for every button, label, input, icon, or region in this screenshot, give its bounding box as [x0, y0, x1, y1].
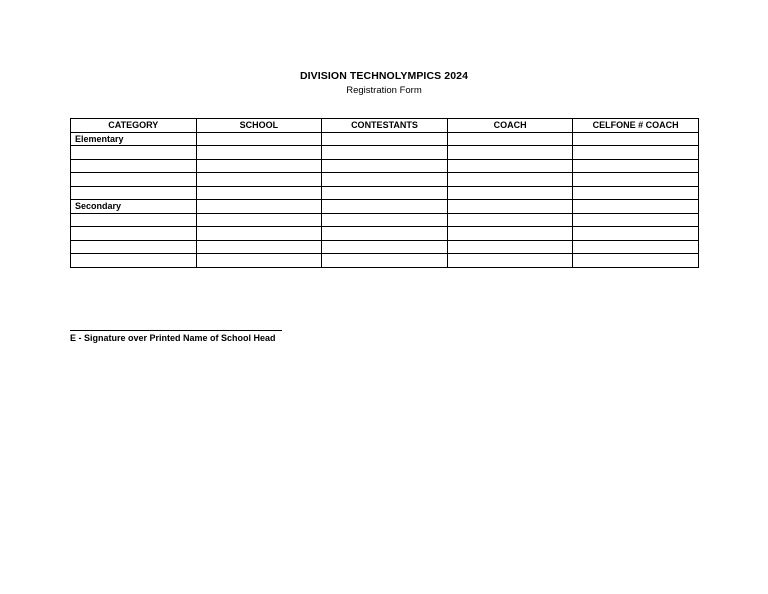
school-cell[interactable] — [196, 132, 322, 146]
table-row — [71, 146, 699, 160]
header-contestants: CONTESTANTS — [322, 119, 448, 133]
school-cell[interactable] — [196, 173, 322, 187]
category-cell[interactable] — [71, 186, 197, 200]
school-cell[interactable] — [196, 146, 322, 160]
category-cell[interactable] — [71, 213, 197, 227]
header-celfone-coach: CELFONE # COACH — [573, 119, 699, 133]
celfone-cell[interactable] — [573, 254, 699, 268]
category-cell[interactable] — [71, 146, 197, 160]
category-cell: Secondary — [71, 200, 197, 214]
celfone-cell[interactable] — [573, 240, 699, 254]
contestants-cell[interactable] — [322, 173, 448, 187]
category-cell[interactable] — [71, 227, 197, 241]
category-cell[interactable] — [71, 254, 197, 268]
celfone-cell[interactable] — [573, 227, 699, 241]
contestants-cell[interactable] — [322, 186, 448, 200]
category-cell[interactable] — [71, 173, 197, 187]
school-cell[interactable] — [196, 254, 322, 268]
contestants-cell[interactable] — [322, 213, 448, 227]
category-cell: Elementary — [71, 132, 197, 146]
celfone-cell[interactable] — [573, 200, 699, 214]
school-cell[interactable] — [196, 159, 322, 173]
contestants-cell[interactable] — [322, 146, 448, 160]
coach-cell[interactable] — [447, 146, 573, 160]
coach-cell[interactable] — [447, 173, 573, 187]
table-row — [71, 132, 699, 146]
category-cell[interactable] — [71, 240, 197, 254]
contestants-cell[interactable] — [322, 227, 448, 241]
coach-cell[interactable] — [447, 254, 573, 268]
celfone-cell[interactable] — [573, 173, 699, 187]
header-school: SCHOOL — [196, 119, 322, 133]
coach-cell[interactable] — [447, 186, 573, 200]
coach-cell[interactable] — [447, 200, 573, 214]
coach-cell[interactable] — [447, 240, 573, 254]
school-cell[interactable] — [196, 213, 322, 227]
table-row — [71, 159, 699, 173]
contestants-cell[interactable] — [322, 200, 448, 214]
contestants-cell[interactable] — [322, 254, 448, 268]
coach-cell[interactable] — [447, 132, 573, 146]
table-row — [71, 240, 699, 254]
category-cell[interactable] — [71, 159, 197, 173]
table-row — [71, 254, 699, 268]
coach-cell[interactable] — [447, 159, 573, 173]
coach-cell[interactable] — [447, 213, 573, 227]
table-row — [71, 213, 699, 227]
contestants-cell[interactable] — [322, 240, 448, 254]
signature-caption: E - Signature over Printed Name of School Head — [70, 333, 276, 343]
celfone-cell[interactable] — [573, 146, 699, 160]
table-row — [71, 173, 699, 187]
celfone-cell[interactable] — [573, 213, 699, 227]
registration-table — [70, 118, 699, 268]
document-title: DIVISION TECHNOLYMPICS 2024 — [299, 70, 469, 82]
school-cell[interactable] — [196, 186, 322, 200]
header-coach: COACH — [447, 119, 573, 133]
school-cell[interactable] — [196, 227, 322, 241]
school-cell[interactable] — [196, 200, 322, 214]
header-category: CATEGORY — [71, 119, 197, 133]
contestants-cell[interactable] — [322, 159, 448, 173]
contestants-cell[interactable] — [322, 132, 448, 146]
celfone-cell[interactable] — [573, 132, 699, 146]
celfone-cell[interactable] — [573, 186, 699, 200]
table-row — [71, 200, 699, 214]
signature-line — [70, 330, 282, 331]
celfone-cell[interactable] — [573, 159, 699, 173]
school-cell[interactable] — [196, 240, 322, 254]
coach-cell[interactable] — [447, 227, 573, 241]
table-header-row — [71, 119, 699, 133]
table-row — [71, 186, 699, 200]
table-row — [71, 227, 699, 241]
document-subtitle: Registration Form — [346, 85, 422, 96]
